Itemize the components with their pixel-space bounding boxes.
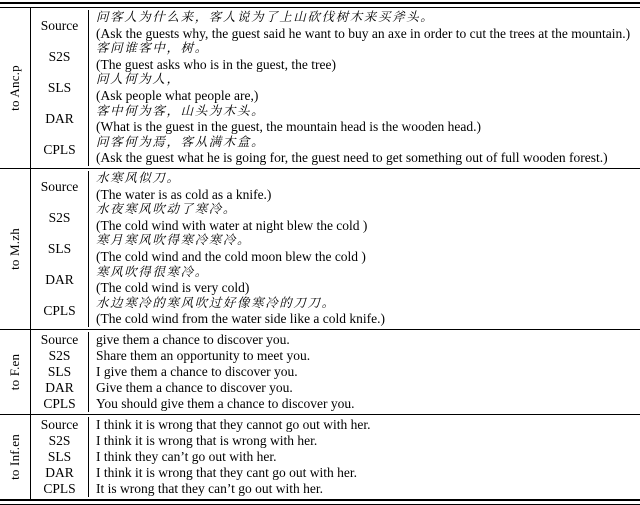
method-label: S2S bbox=[31, 433, 89, 449]
sentence-english: (The cold wind and the cold moon blew the cold ) bbox=[96, 248, 366, 264]
sentence-cell bbox=[89, 449, 640, 465]
table-row bbox=[31, 380, 640, 396]
table-bottom-rule bbox=[0, 499, 640, 505]
table-row bbox=[31, 481, 640, 497]
sentence-english: (The guest asks who is in the guest, the tree) bbox=[96, 56, 336, 72]
sentence-chinese: 问客人为什么来，客人说为了上山砍伐树木来买斧头。 bbox=[96, 10, 435, 24]
table-row bbox=[31, 171, 640, 202]
method-label: SLS bbox=[31, 364, 89, 380]
table-row bbox=[31, 104, 640, 135]
sentence-cell bbox=[89, 481, 640, 497]
group-label-cell bbox=[0, 8, 31, 168]
sentence-english: I think it is wrong that is wrong with her. bbox=[96, 432, 318, 448]
sentence-chinese: 客问谁客中，树。 bbox=[96, 41, 209, 56]
sentence-cell bbox=[89, 296, 640, 327]
sentence-chinese: 水寒风似刀。 bbox=[96, 170, 181, 185]
method-label: S2S bbox=[31, 202, 89, 233]
sentence-chinese: 问人何为人， bbox=[96, 72, 181, 87]
group-label: to Inf.en bbox=[7, 433, 22, 480]
table-row bbox=[31, 265, 640, 296]
sentence-english: (What is the guest in the guest, the mountain head is the wooden head.) bbox=[96, 119, 482, 135]
sentence-cell bbox=[89, 41, 640, 72]
sentence-chinese: 客中何为客，山头为木头。 bbox=[96, 103, 266, 118]
sentence-cell bbox=[89, 10, 640, 41]
table-row bbox=[31, 41, 640, 72]
sentence-cell bbox=[89, 265, 640, 296]
method-label: SLS bbox=[31, 233, 89, 264]
sentence-english: (Ask people what people are,) bbox=[96, 87, 259, 103]
method-label: CPLS bbox=[31, 396, 89, 412]
sentence-english: It is wrong that they can’t go out with her. bbox=[96, 480, 323, 496]
table-row bbox=[31, 72, 640, 103]
sentence-english: You should give them a chance to discover you. bbox=[96, 395, 355, 411]
method-label: S2S bbox=[31, 348, 89, 364]
table-row bbox=[31, 364, 640, 380]
sentence-english: (The cold wind is very cold) bbox=[96, 280, 250, 296]
group-rows bbox=[31, 415, 640, 499]
sentence-cell bbox=[89, 104, 640, 135]
table-body bbox=[0, 8, 640, 499]
table-row bbox=[31, 332, 640, 348]
method-label: Source bbox=[31, 332, 89, 348]
method-label: Source bbox=[31, 10, 89, 41]
group-label-cell bbox=[0, 330, 31, 414]
method-label: DAR bbox=[31, 104, 89, 135]
sentence-cell bbox=[89, 135, 640, 166]
method-label: CPLS bbox=[31, 296, 89, 327]
group-label: to Anc.p bbox=[7, 65, 22, 111]
group-rows bbox=[31, 8, 640, 168]
method-label: CPLS bbox=[31, 135, 89, 166]
sentence-english: (The cold wind from the water side like a cold knife.) bbox=[96, 311, 386, 327]
table-row bbox=[31, 465, 640, 481]
table-group bbox=[0, 329, 640, 414]
method-label: DAR bbox=[31, 380, 89, 396]
table-row bbox=[31, 10, 640, 41]
group-rows bbox=[31, 330, 640, 414]
method-label: SLS bbox=[31, 449, 89, 465]
table-row bbox=[31, 202, 640, 233]
table-row bbox=[31, 348, 640, 364]
sentence-english: (The cold wind with water at night blew the cold ) bbox=[96, 217, 368, 233]
sentence-english: Share them an opportunity to meet you. bbox=[96, 347, 311, 363]
group-label-cell bbox=[0, 169, 31, 329]
sentence-cell bbox=[89, 233, 640, 264]
sentence-cell bbox=[89, 465, 640, 481]
sentence-english: (Ask the guest what he is going for, the guest need to get something out of full wooden forest.) bbox=[96, 150, 608, 166]
sentence-cell bbox=[89, 433, 640, 449]
method-label: DAR bbox=[31, 265, 89, 296]
sentence-cell bbox=[89, 72, 640, 103]
table-row bbox=[31, 135, 640, 166]
sentence-cell bbox=[89, 380, 640, 396]
method-label: Source bbox=[31, 417, 89, 433]
table-group bbox=[0, 414, 640, 499]
sentence-chinese: 问客何为焉，客从满木盒。 bbox=[96, 134, 266, 149]
sentence-english: Give them a chance to discover you. bbox=[96, 379, 293, 395]
group-label: to F.en bbox=[7, 353, 22, 391]
sentence-english: (The water is as cold as a knife.) bbox=[96, 186, 272, 202]
sentence-cell bbox=[89, 364, 640, 380]
sentence-english: give them a chance to discover you. bbox=[96, 331, 290, 347]
table-group bbox=[0, 168, 640, 329]
sentence-cell bbox=[89, 417, 640, 433]
table-group bbox=[0, 8, 640, 168]
sentence-chinese: 寒月寒风吹得寒冷寒冷。 bbox=[96, 233, 252, 248]
sentence-english: I think they can’t go out with her. bbox=[96, 448, 277, 464]
table-row bbox=[31, 396, 640, 412]
sentence-chinese: 寒风吹得很寒冷。 bbox=[96, 264, 209, 279]
sentence-english: (Ask the guests why, the guest said he want to buy an axe in order to cut the trees at the mountain.) bbox=[96, 25, 631, 41]
sentence-cell bbox=[89, 171, 640, 202]
sentence-cell bbox=[89, 348, 640, 364]
group-rows bbox=[31, 169, 640, 329]
group-label: to M.zh bbox=[7, 227, 22, 270]
group-label-cell bbox=[0, 415, 31, 499]
sentence-english: I give them a chance to discover you. bbox=[96, 363, 298, 379]
sentence-chinese: 水夜寒风吹动了寒冷。 bbox=[96, 202, 238, 217]
method-label: S2S bbox=[31, 41, 89, 72]
sentence-cell bbox=[89, 202, 640, 233]
sentence-chinese: 水边寒冷的寒风吹过好像寒冷的刀刀。 bbox=[96, 295, 336, 310]
table-row bbox=[31, 296, 640, 327]
table-row bbox=[31, 417, 640, 433]
sentence-english: I think it is wrong that they cant go out with her. bbox=[96, 464, 357, 480]
table-row bbox=[31, 233, 640, 264]
sentence-cell bbox=[89, 396, 640, 412]
method-label: CPLS bbox=[31, 481, 89, 497]
sentence-cell bbox=[89, 332, 640, 348]
method-label: SLS bbox=[31, 72, 89, 103]
method-label: DAR bbox=[31, 465, 89, 481]
sentence-english: I think it is wrong that they cannot go out with her. bbox=[96, 416, 371, 432]
table-row bbox=[31, 433, 640, 449]
table-row bbox=[31, 449, 640, 465]
method-label: Source bbox=[31, 171, 89, 202]
